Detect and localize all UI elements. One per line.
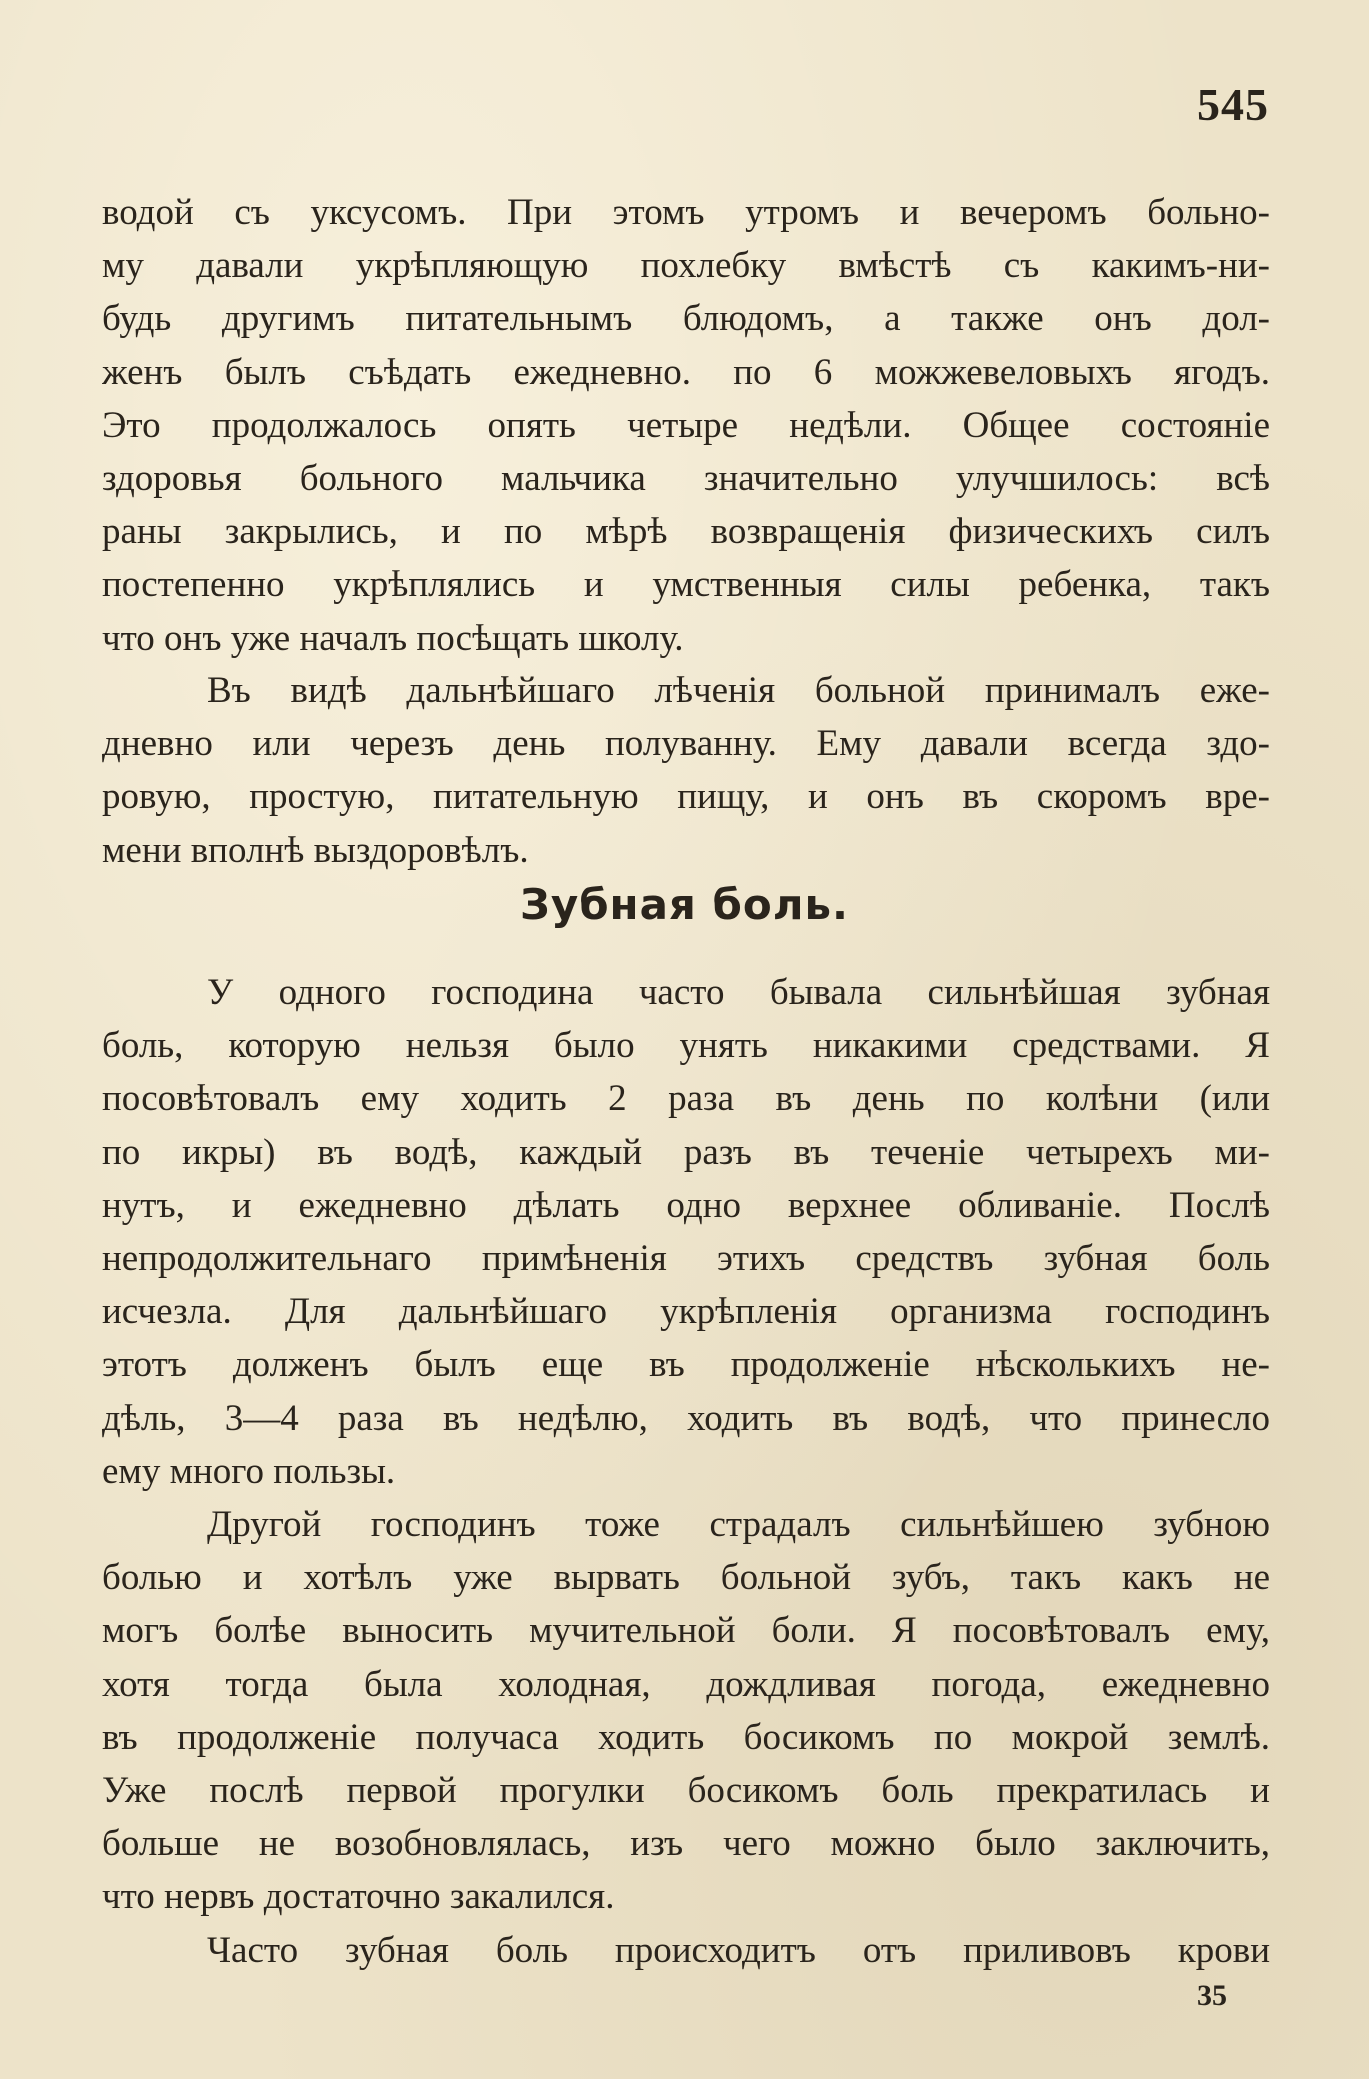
section-heading: Зубная боль. [520, 880, 849, 929]
text-line: му давали укрѣпляющую похлебку вмѣстѣ съ какимъ-ни- [102, 245, 1270, 287]
text-line: женъ былъ съѣдать ежедневно. по 6 можжевеловыхъ ягодъ. [102, 351, 1270, 393]
paragraph-5 [102, 1924, 1270, 1977]
paragraph-4 [102, 1498, 1270, 1924]
text-line: боль, которую нельзя было унять никакими средствами. Я [102, 1025, 1270, 1067]
text-line: Другой господинъ тоже страдалъ сильнѣйшею зубною [207, 1504, 1270, 1545]
text-line: Въ видѣ дальнѣйшаго лѣченія больной принималъ еже- [207, 670, 1270, 711]
text-line: водой съ уксусомъ. При этомъ утромъ и вечеромъ больно- [102, 192, 1270, 233]
text-line: хотя тогда была холодная, дождливая погода, ежедневно [102, 1663, 1270, 1705]
paragraph-3 [102, 966, 1270, 1498]
text-line: здоровья больного мальчика значительно улучшилось: всѣ [102, 457, 1270, 499]
text-line: этотъ долженъ былъ еще въ продолженіе нѣсколькихъ не- [102, 1344, 1270, 1386]
text-line: больше не возобновлялась, изъ чего можно было заключить, [102, 1823, 1270, 1865]
text-line: непродолжительнаго примѣненія этихъ средствъ зубная боль [102, 1237, 1270, 1279]
text-line: могъ болѣе выносить мучительной боли. Я посовѣтовалъ ему, [102, 1610, 1270, 1652]
paragraph-1 [102, 186, 1270, 665]
text-line: Уже послѣ первой прогулки босикомъ боль прекратилась и [102, 1769, 1270, 1811]
text-line: раны закрылись, и по мѣрѣ возвращенія физическихъ силъ [102, 511, 1270, 553]
text-line: Это продолжалось опять четыре недѣли. Общее состояніе [102, 404, 1270, 446]
text-line: что нервъ достаточно закалился. [102, 1876, 615, 1918]
text-line: по икры) въ водѣ, каждый разъ въ теченіе четырехъ ми- [102, 1131, 1270, 1173]
text-line: У одного господина часто бывала сильнѣйшая зубная [207, 972, 1270, 1013]
signature-mark: 35 [1197, 1979, 1227, 2012]
text-line: нутъ, и ежедневно дѣлать одно верхнее обливаніе. Послѣ [102, 1184, 1270, 1226]
text-line: дѣль, 3—4 раза въ недѣлю, ходить въ водѣ, что принесло [102, 1397, 1270, 1439]
page-number: 545 [1197, 79, 1269, 130]
text-line: что онъ уже началъ посѣщать школу. [102, 617, 684, 659]
text-line: постепенно укрѣплялись и умственныя силы ребенка, такъ [102, 564, 1270, 606]
text-line: дневно или черезъ день полуванну. Ему давали всегда здо- [102, 723, 1270, 765]
text-line: болью и хотѣлъ уже вырвать больной зубъ, такъ какъ не [102, 1557, 1270, 1599]
text-line: мени вполнѣ выздоровѣлъ. [102, 829, 529, 871]
paragraph-2 [102, 664, 1270, 877]
text-line: въ продолженіе получаса ходить босикомъ по мокрой землѣ. [102, 1716, 1270, 1758]
text-line: Часто зубная боль происходитъ отъ приливовъ крови [207, 1930, 1270, 1971]
text-line: исчезла. Для дальнѣйшаго укрѣпленія организма господинъ [102, 1291, 1270, 1333]
text-line: ровую, простую, питательную пищу, и онъ въ скоромъ вре- [102, 776, 1270, 818]
text-line: ему много пользы. [102, 1450, 396, 1492]
text-line: будь другимъ питательнымъ блюдомъ, а также онъ дол- [102, 298, 1270, 340]
text-line: посовѣтовалъ ему ходить 2 раза въ день по колѣни (или [102, 1078, 1270, 1120]
